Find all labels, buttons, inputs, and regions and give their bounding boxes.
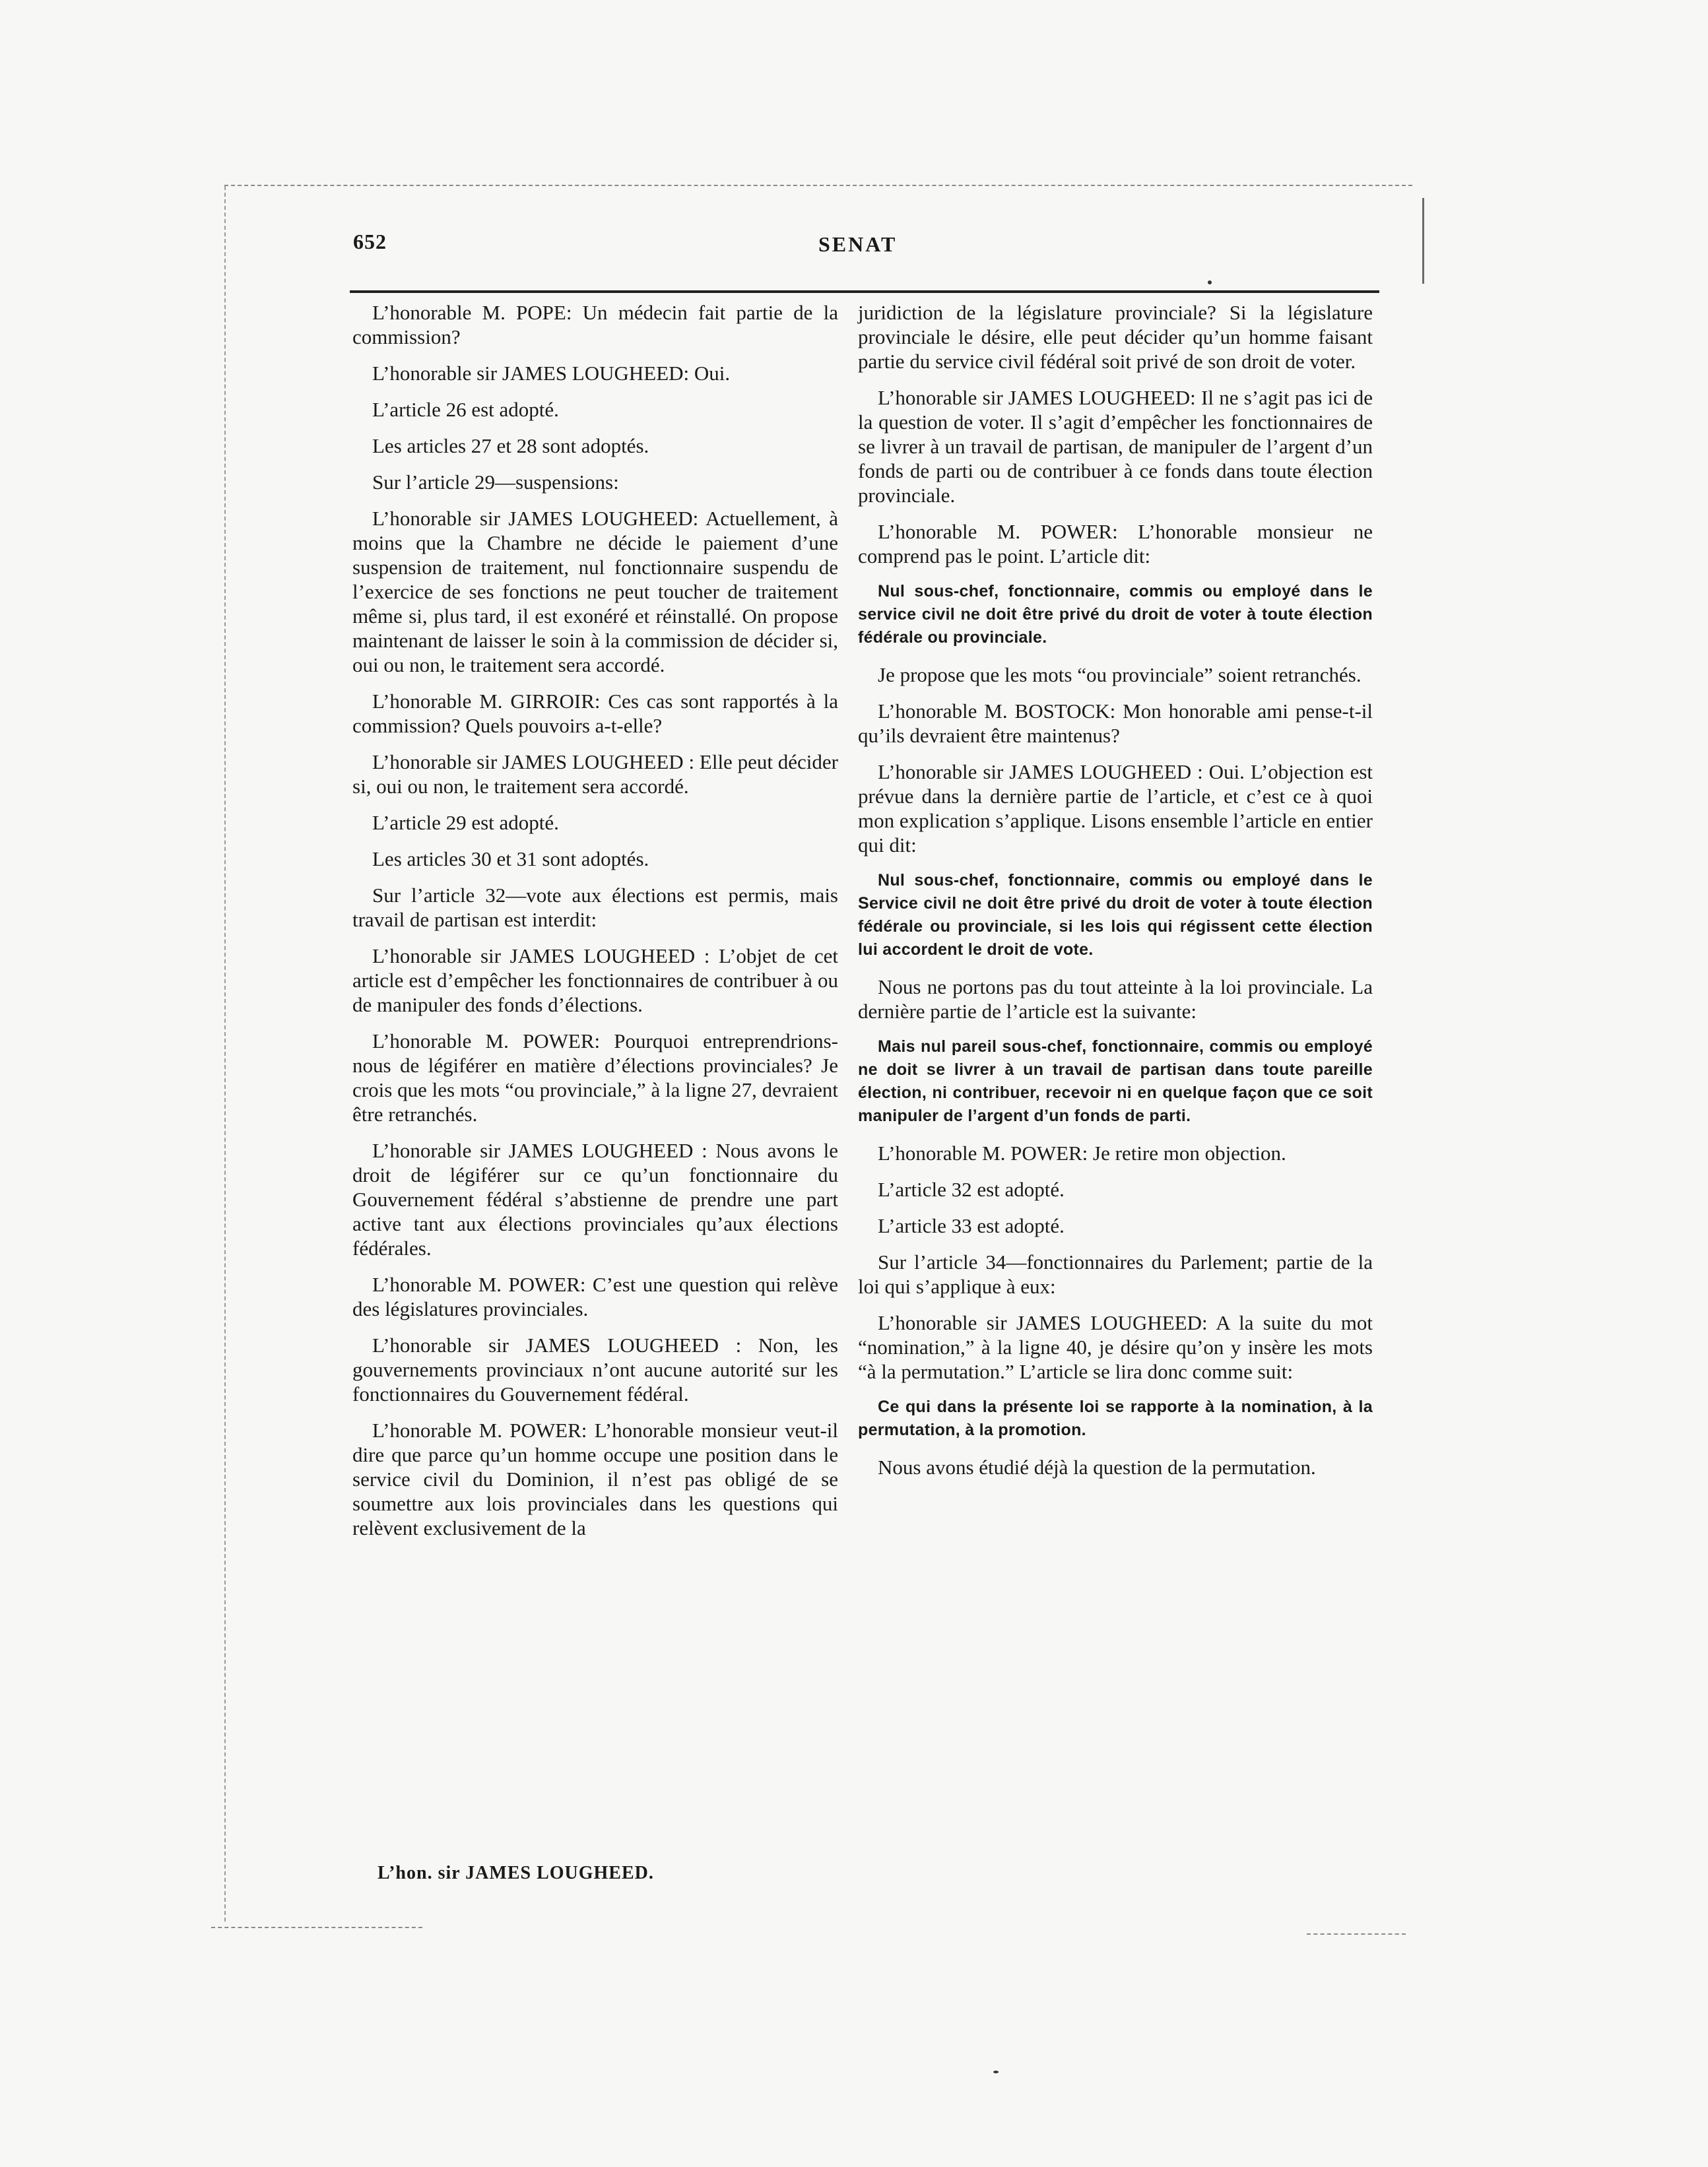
paragraph: L’honorable sir JAMES LOUGHEED : L’objet de cet article est d’empêcher les fonctionnaires de contribuer à ou de manipuler des fonds d’élections.	[352, 944, 838, 1016]
paragraph: L’honorable M. GIRROIR: Ces cas sont rapportés à la commission? Quels pouvoirs a-t-elle?	[352, 690, 838, 737]
paragraph: Les articles 27 et 28 sont adoptés.	[372, 434, 649, 457]
right-column	[858, 300, 1373, 1491]
quoted-bill-text: Nul sous-chef, fonctionnaire, commis ou employé dans le Service civil ne doit être privé du droit de voter à toute élection fédérale ou provinciale, si les lois qui régissent cette élection lui accordent le droit de vote.	[858, 871, 1373, 959]
left-column	[352, 300, 838, 1552]
paragraph: L’honorable M. POWER: Pourquoi entreprendrions-nous de légiférer en matière d’élections provinciales? Je crois que les mots “ou provinciale,” à la ligne 27, devraient être retranchés.	[352, 1029, 838, 1126]
quoted-bill-text: Mais nul pareil sous-chef, fonctionnaire, commis ou employé ne doit se livrer à un travail de partisan dans toute pareille élection, ni contribuer, recevoir ni en quelque façon que ce soit manipuler de l’argent d’un fonds de parti.	[858, 1037, 1373, 1125]
quoted-bill-text: Nul sous-chef, fonctionnaire, commis ou employé dans le service civil ne doit être privé du droit de voter à toute élection fédérale ou provinciale.	[858, 582, 1373, 647]
footer-speaker-line: L’hon. sir JAMES LOUGHEED.	[378, 1863, 654, 1883]
paragraph: L’honorable M. POWER: L’honorable monsieur ne comprend pas le point. L’article dit:	[858, 520, 1373, 567]
paragraph: Nous avons étudié déjà la question de la permutation.	[878, 1456, 1316, 1479]
page-frame-bottom-left	[211, 1927, 422, 1928]
paragraph: L’honorable sir JAMES LOUGHEED: A la suite du mot “nomination,” à la ligne 40, je désire qu’on y insère les mots “à la permutation.” L’article se lira donc comme suit:	[858, 1311, 1373, 1383]
paragraph: Les articles 30 et 31 sont adoptés.	[372, 847, 649, 870]
paragraph: L’honorable M. BOSTOCK: Mon honorable ami pense-t-il qu’ils devraient être maintenus?	[858, 699, 1373, 747]
paragraph: L’article 33 est adopté.	[878, 1214, 1065, 1237]
paragraph: Je propose que les mots “ou provinciale” soient retranchés.	[878, 663, 1362, 686]
page-frame-left	[224, 186, 226, 1922]
header-rule	[350, 290, 1379, 293]
paragraph: L’honorable M. POWER: C’est une question qui relève des législatures provinciales.	[352, 1273, 838, 1320]
paragraph: L’honorable M. POWER: Je retire mon objection.	[878, 1142, 1286, 1165]
scan-speck	[1208, 280, 1212, 284]
paragraph: L’honorable sir JAMES LOUGHEED : Elle peut décider si, oui ou non, le traitement sera accordé.	[352, 750, 838, 798]
scan-speck	[993, 2071, 999, 2073]
paragraph: L’article 26 est adopté.	[372, 398, 559, 421]
page-frame-top	[224, 185, 1412, 186]
paragraph: Sur l’article 29—suspensions:	[372, 470, 619, 494]
paragraph: L’honorable sir JAMES LOUGHEED: Il ne s’agit pas ici de la question de voter. Il s’agit d’empêcher les fonctionnaires de se livrer à un travail de partisan, de manipuler de l’argent d’un fonds de parti ou de contribuer à ce fonds dans toute élection provinciale.	[858, 386, 1373, 507]
page-frame-right	[1422, 198, 1424, 284]
paragraph: L’article 29 est adopté.	[372, 811, 559, 834]
paragraph: L’honorable M. POWER: L’honorable monsieur veut-il dire que parce qu’un homme occupe une position dans le service civil du Dominion, il n’est pas obligé de se soumettre aux lois provinciales dans les questions qui relèvent exclusivement de la	[352, 1419, 838, 1539]
paragraph: L’honorable sir JAMES LOUGHEED: Oui.	[372, 362, 731, 385]
running-title: SENAT	[818, 232, 898, 256]
paragraph: Sur l’article 34—fonctionnaires du Parlement; partie de la loi qui s’applique à eux:	[858, 1250, 1373, 1298]
page-number: 652	[353, 230, 387, 253]
paragraph: Sur l’article 32—vote aux élections est permis, mais travail de partisan est interdit:	[352, 884, 838, 931]
paragraph: L’honorable M. POPE: Un médecin fait partie de la commission?	[352, 301, 838, 348]
paragraph: L’honorable sir JAMES LOUGHEED: Actuellement, à moins que la Chambre ne décide le paiement d’une suspension de traitement, nul fonctionnaire suspendu de l’exercice de ses fonctions ne peut toucher de traitement même si, plus tard, il est exonéré et réinstallé. On propose maintenant de laisser le soin à la commission de décider si, oui ou non, le traitement sera accordé.	[352, 507, 838, 676]
paragraph: L’article 32 est adopté.	[878, 1178, 1065, 1201]
paragraph: juridiction de la législature provinciale? Si la législature provinciale le désire, elle peut décider qu’un homme faisant partie du service civil fédéral soit privé de son droit de voter.	[858, 301, 1373, 373]
paragraph: L’honorable sir JAMES LOUGHEED : Oui. L’objection est prévue dans la dernière partie de l’article, et c’est ce à quoi mon explication s’applique. Lisons ensemble l’article en entier qui dit:	[858, 760, 1373, 857]
quoted-bill-text: Ce qui dans la présente loi se rapporte à la nomination, à la permutation, à la promotion.	[858, 1398, 1373, 1439]
paragraph: L’honorable sir JAMES LOUGHEED : Nous avons le droit de légiférer sur ce qu’un fonctionnaire du Gouvernement fédéral s’abstienne de prendre une part active tant aux élections provinciales qu’aux élections fédérales.	[352, 1139, 838, 1260]
paragraph: Nous ne portons pas du tout atteinte à la loi provinciale. La dernière partie de l’article est la suivante:	[858, 975, 1373, 1023]
paragraph: L’honorable sir JAMES LOUGHEED : Non, les gouvernements provinciaux n’ont aucune autorité sur les fonctionnaires du Gouvernement fédéral.	[352, 1334, 838, 1406]
page-frame-bottom-right	[1307, 1933, 1406, 1935]
